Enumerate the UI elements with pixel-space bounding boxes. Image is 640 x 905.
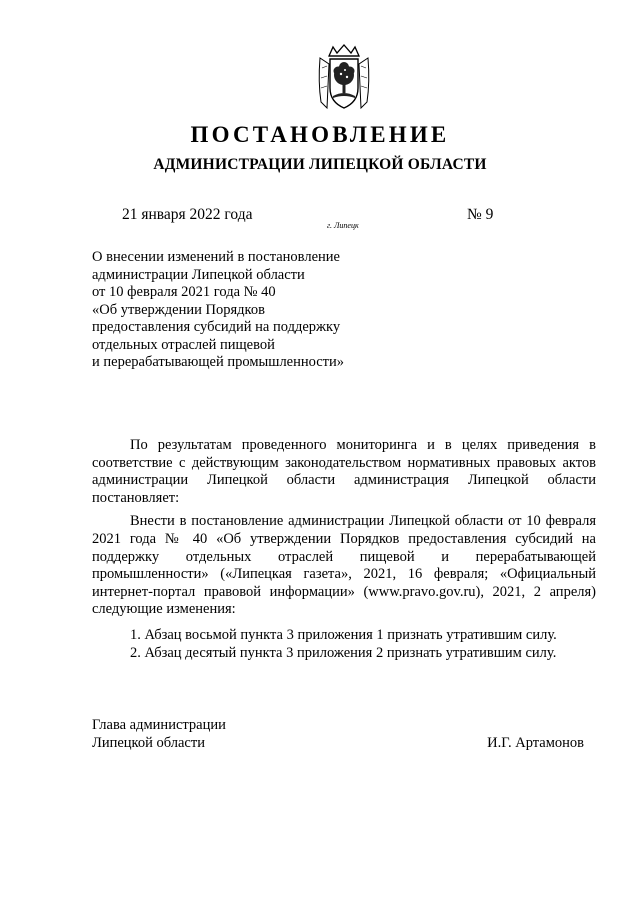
subject-line: администрации Липецкой области <box>92 266 305 283</box>
subject-line: предоставления субсидий на поддержку <box>92 319 341 335</box>
subject-line: О внесении изменений в постановление <box>92 249 340 265</box>
signature-block <box>92 716 584 752</box>
document-title: ПОСТАНОВЛЕНИЕ <box>190 122 450 147</box>
signatory-position: Глава администрации <box>92 717 226 733</box>
document-number: № 9 <box>467 206 494 223</box>
document-date: 21 января 2022 года <box>122 206 253 223</box>
amendment-list <box>92 627 596 662</box>
subject-line: «Об утверждении Порядков <box>92 301 265 318</box>
lipetsk-region-coat-of-arms-icon <box>315 44 373 112</box>
document-city: г. Липецк <box>327 221 359 230</box>
subject-line: и перерабатывающей промышленности» <box>92 354 345 370</box>
preamble-paragraph: По результатам проведенного мониторинга и в целях приведения в соответствие с действующим законодательством нормативных правовых актов администрации Липецкой области администрация Липецкой области постановляет: <box>92 437 596 506</box>
signatory-name: И.Г. Артамонов <box>487 735 584 751</box>
document-subject <box>92 249 344 372</box>
subject-line: от 10 февраля 2021 года № 40 <box>92 284 276 300</box>
signatory-position: Липецкой области <box>92 735 205 751</box>
amendment-item: 1. Абзац восьмой пункта 3 приложения 1 признать утратившим силу. <box>130 626 557 643</box>
amendment-item: 2. Абзац десятый пункта 3 приложения 2 признать утратившим силу. <box>130 644 557 661</box>
document-body <box>92 437 596 662</box>
subject-line: отдельных отраслей пищевой <box>92 336 275 353</box>
resolution-paragraph: Внести в постановление администрации Липецкой области от 10 февраля 2021 года № 40 «Об утверждении Порядков предоставления субсидий на поддержку отдельных отраслей пищевой и перерабатывающей промышленности» («Липецкая газета», 2021, 16 февраля; «Официальный интернет-портал правовой информации» (www.pravo.gov.ru), 2021, 2 апреля) следующие изменения: <box>92 513 596 618</box>
issuing-authority: АДМИНИСТРАЦИИ ЛИПЕЦКОЙ ОБЛАСТИ <box>153 156 487 173</box>
